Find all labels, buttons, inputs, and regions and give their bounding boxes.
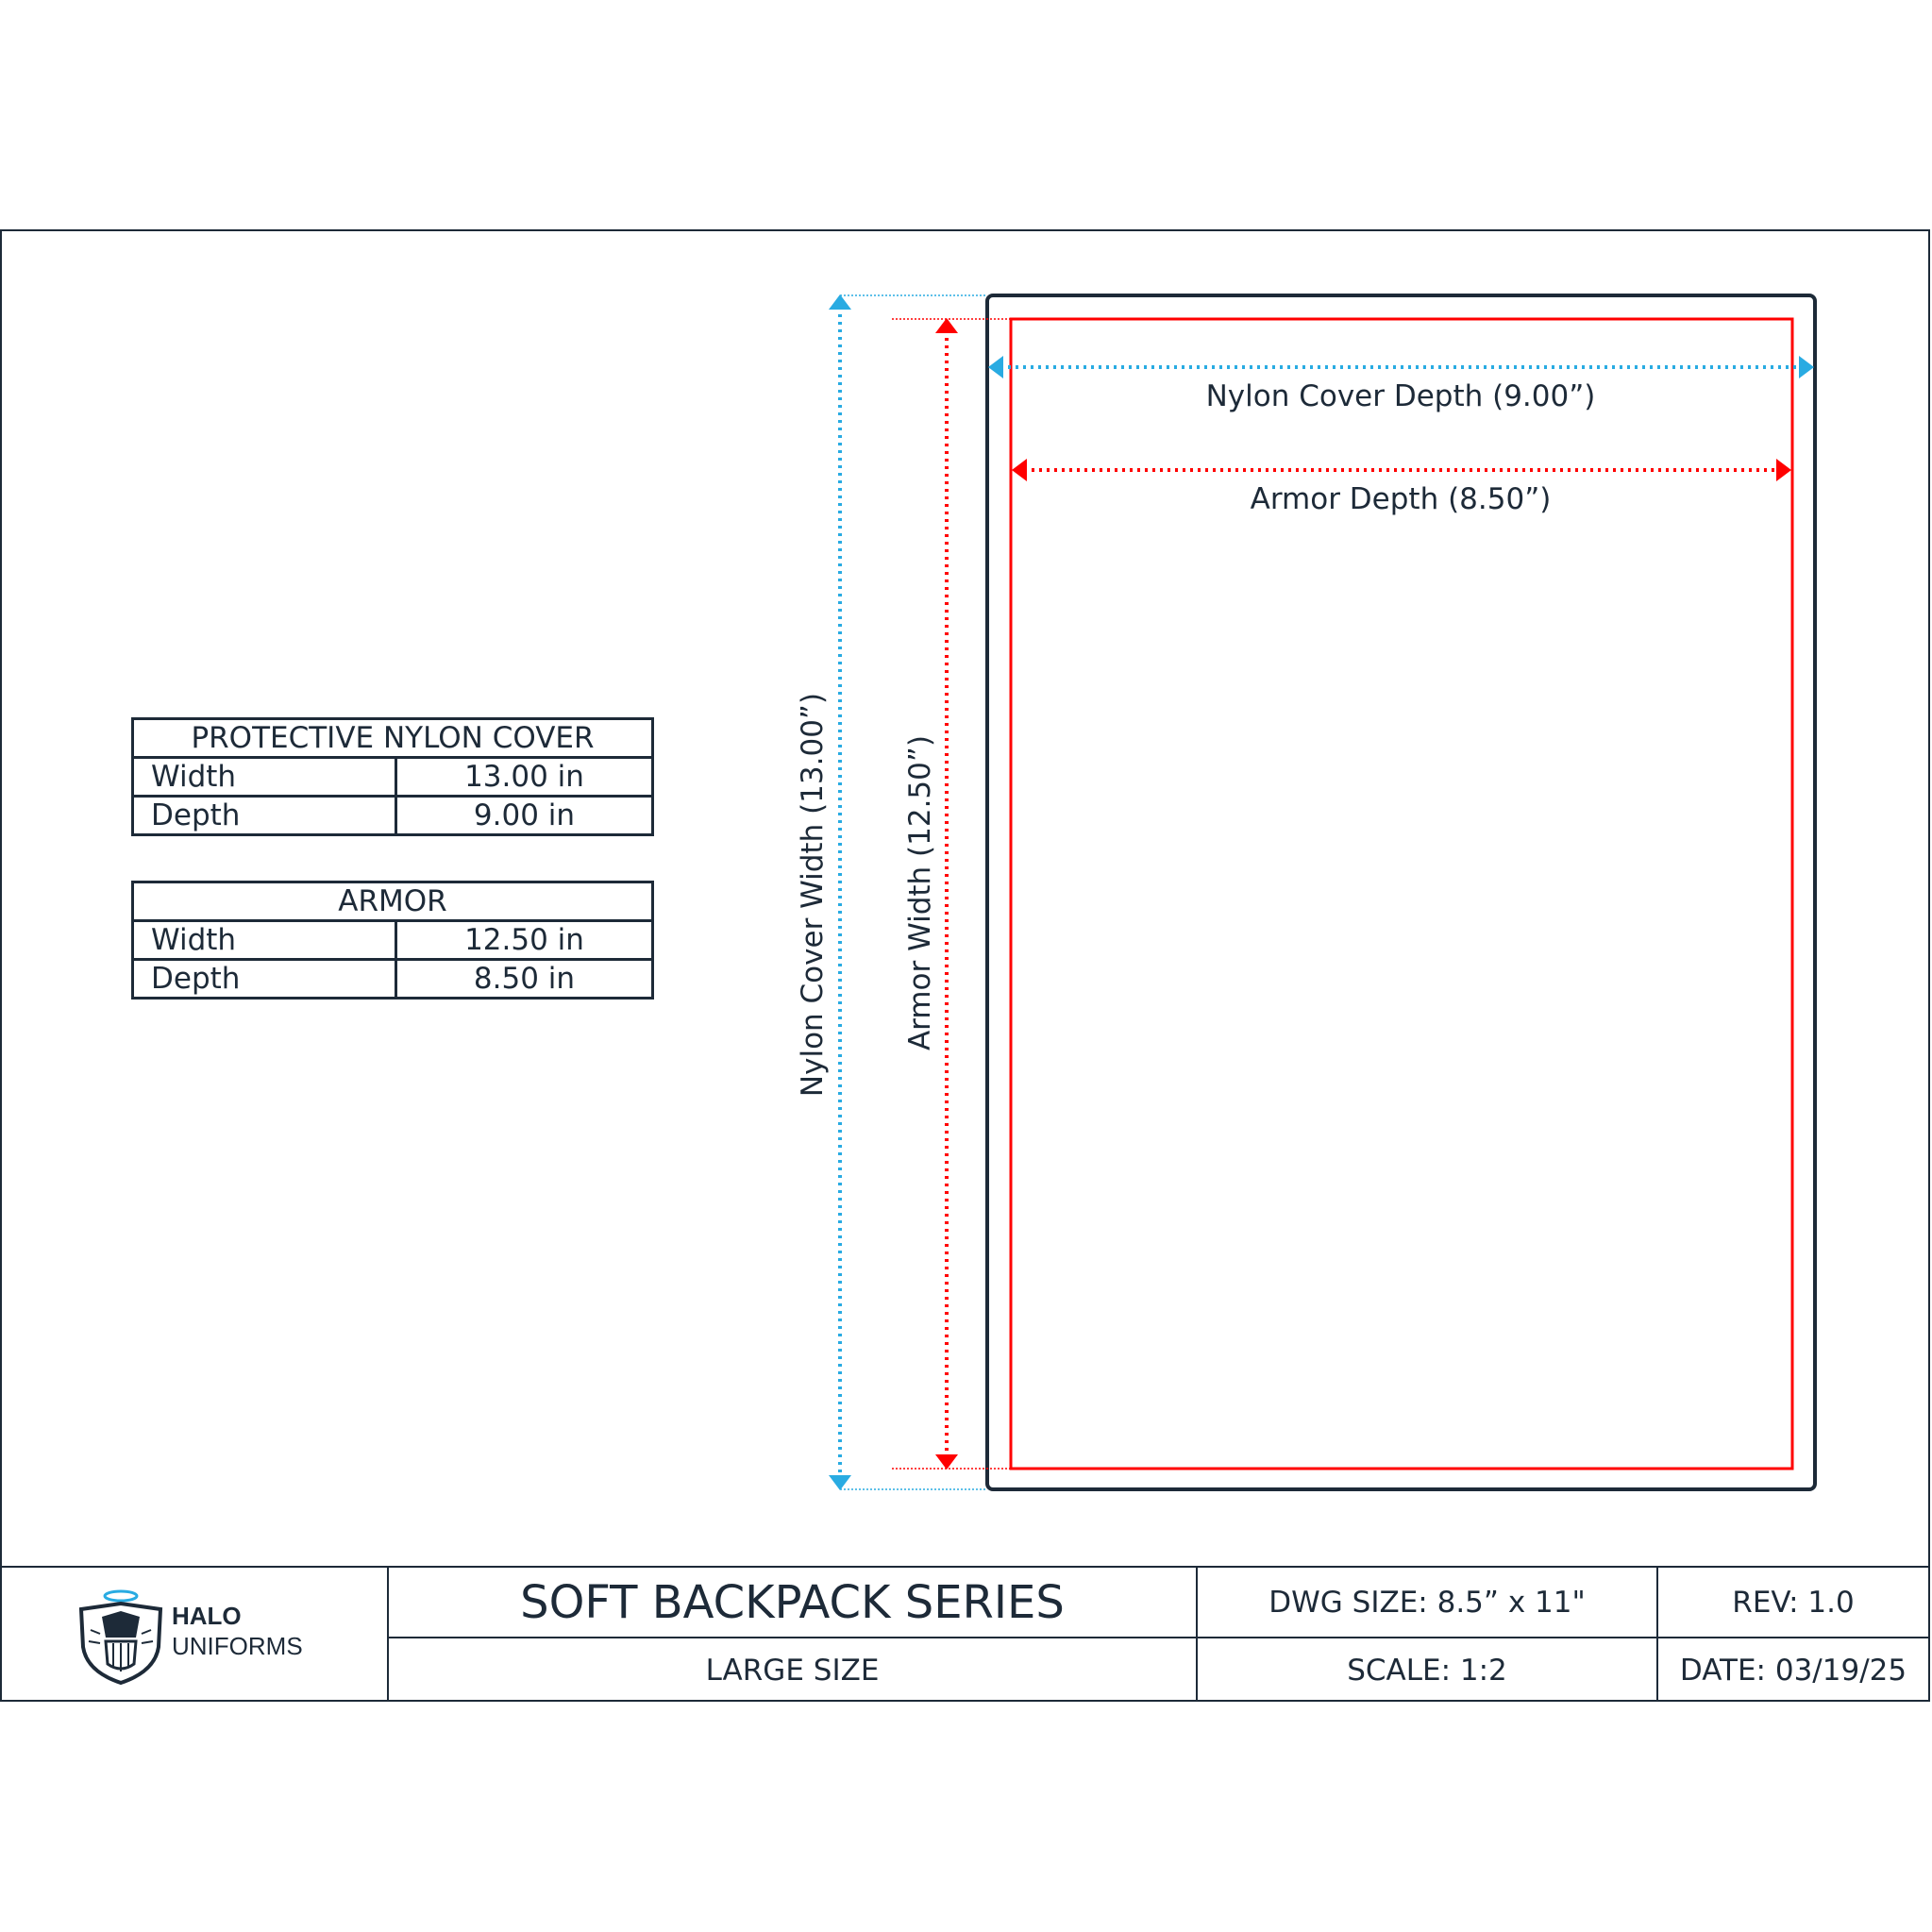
armor-width-label: Armor Width (12.50”) bbox=[903, 734, 937, 1051]
size-label: LARGE SIZE bbox=[705, 1653, 880, 1688]
nylon-depth-label: Nylon Cover Depth (9.00”) bbox=[1205, 379, 1596, 413]
nylon-width-arrow-bottom bbox=[829, 1475, 851, 1490]
armor-depth-arrow-right bbox=[1776, 459, 1791, 481]
dwg-size: DWG SIZE: 8.5” x 11" bbox=[1268, 1585, 1586, 1620]
revision: REV: 1.0 bbox=[1732, 1585, 1855, 1620]
logo-text-halo: HALO bbox=[172, 1602, 242, 1630]
drawing-sheet bbox=[0, 229, 1930, 1702]
armor-width-arrow-top bbox=[935, 318, 958, 333]
nylon-cover-spec-table bbox=[131, 717, 654, 836]
nylon-width-arrow-top bbox=[829, 294, 851, 310]
shield-logo-icon bbox=[76, 1588, 166, 1687]
nylon-depth-row-value: 9.00 in bbox=[396, 797, 653, 835]
logo-text-uniforms: UNIFORMS bbox=[172, 1632, 303, 1660]
table-row bbox=[133, 758, 653, 797]
nylon-width-row-value: 13.00 in bbox=[396, 758, 653, 797]
armor-width-arrow-bottom bbox=[935, 1454, 958, 1470]
armor-depth-row-value: 8.50 in bbox=[396, 960, 653, 999]
title-block bbox=[2, 1566, 1928, 1702]
armor-table-title: ARMOR bbox=[133, 882, 653, 921]
nylon-depth-arrow-left bbox=[988, 356, 1003, 378]
armor-width-row-value: 12.50 in bbox=[396, 921, 653, 960]
table-row bbox=[133, 921, 653, 960]
date: DATE: 03/19/25 bbox=[1679, 1653, 1907, 1688]
armor-depth-arrow-left bbox=[1012, 459, 1027, 481]
armor-depth-row-label: Depth bbox=[133, 960, 396, 999]
table-row bbox=[133, 960, 653, 999]
nylon-cover-outline bbox=[987, 295, 1815, 1489]
series-title: SOFT BACKPACK SERIES bbox=[520, 1575, 1065, 1629]
scale: SCALE: 1:2 bbox=[1347, 1653, 1507, 1688]
table-row bbox=[133, 797, 653, 835]
nylon-depth-arrow-right bbox=[1799, 356, 1814, 378]
armor-depth-label: Armor Depth (8.50”) bbox=[1250, 482, 1552, 516]
armor-spec-table bbox=[131, 881, 654, 1000]
nylon-depth-row-label: Depth bbox=[133, 797, 396, 835]
nylon-width-label: Nylon Cover Width (13.00”) bbox=[796, 692, 830, 1098]
nylon-width-row-label: Width bbox=[133, 758, 396, 797]
nylon-table-title: PROTECTIVE NYLON COVER bbox=[133, 719, 653, 758]
armor-width-row-label: Width bbox=[133, 921, 396, 960]
halo-uniforms-logo bbox=[76, 1588, 359, 1692]
